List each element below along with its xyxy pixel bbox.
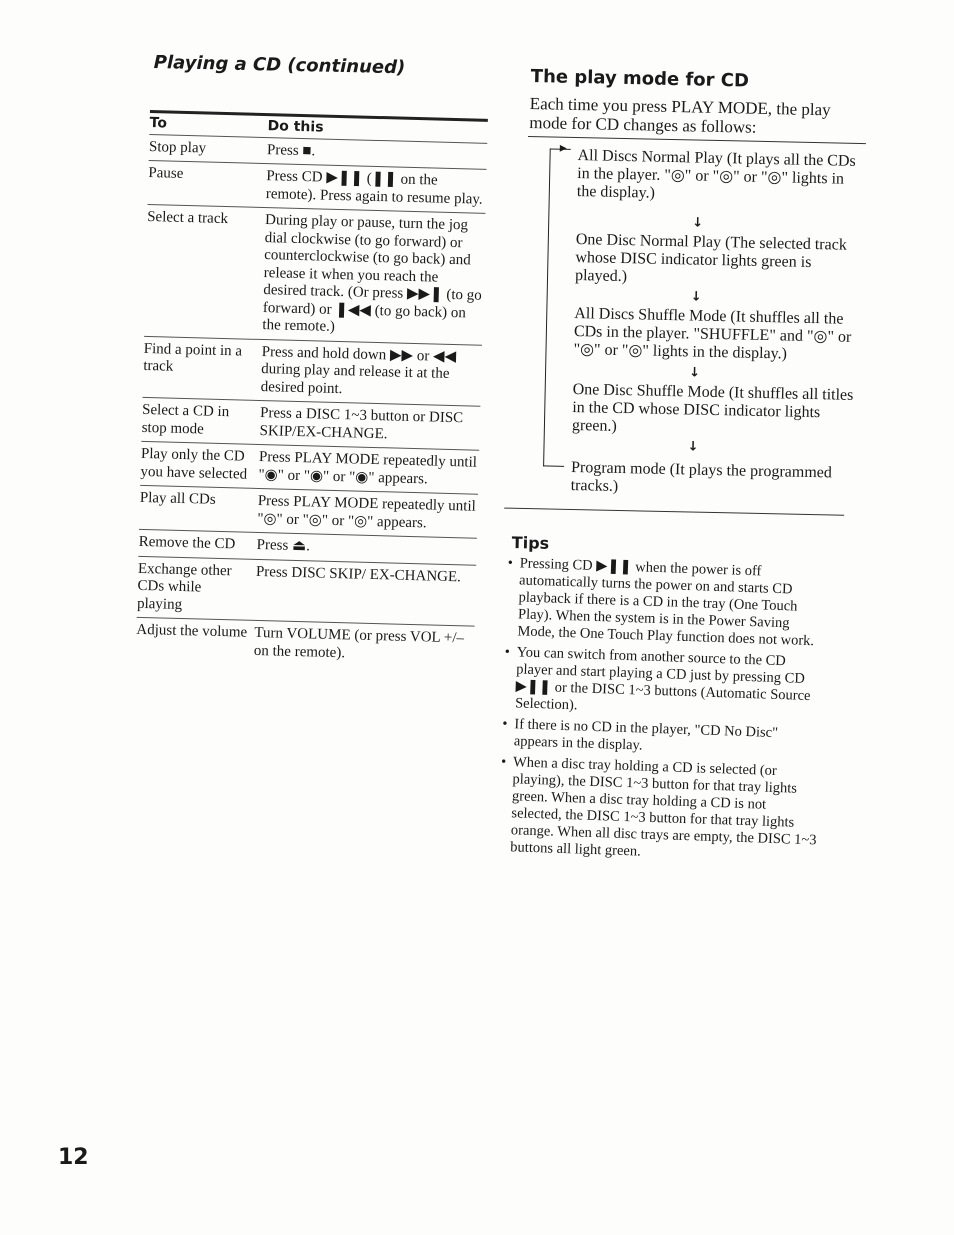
down-arrow-icon: ↓ xyxy=(692,215,704,231)
row-action: Play all CDs xyxy=(139,489,216,508)
mode-all-discs-normal: All Discs Normal Play (It plays all the CDs in the player. "◎" or "◎" or "◎" lights in the display.) xyxy=(576,147,856,202)
left-section-heading: Playing a CD (continued) xyxy=(153,52,406,79)
mode-all-discs-shuffle: All Discs Shuffle Mode (It shuffles all the CDs in the player. "SHUFFLE" and "◎" or "◎" or "◎" lights in the display.) xyxy=(573,305,852,363)
flow-cycle-bracket xyxy=(543,148,571,466)
down-arrow-icon: ↓ xyxy=(687,439,699,455)
mode-one-disc-shuffle: One Disc Shuffle Mode (It shuffles all titles in the CD whose DISC indicator lights green.) xyxy=(571,380,854,435)
down-arrow-icon: ↓ xyxy=(688,365,701,381)
tip-item: • When a disc tray holding a CD is selected (or playing), the DISC 1~3 button for that tray lights green. When a disc tray holding a CD is not selected, the DISC 1~3 button for that tray lights orange. When all disc trays are empty, the DISC 1~3 buttons all light green. xyxy=(498,754,821,867)
play-mode-intro: Each time you press PLAY MODE, the play mode for CD changes as follows: xyxy=(529,94,831,137)
play-mode-heading: The play mode for CD xyxy=(530,66,750,92)
row-action: Find a point in a track xyxy=(143,340,243,375)
row-instruction: Press DISC SKIP/ EX-CHANGE. xyxy=(255,563,462,585)
row-action: Remove the CD xyxy=(138,533,236,553)
mode-one-disc-normal: One Disc Normal Play (The selected track whose DISC indicator lights green is played.) xyxy=(574,231,847,286)
tips-list xyxy=(498,555,828,870)
flow-bottom-rule xyxy=(504,508,844,516)
row-action: Pause xyxy=(148,164,184,182)
tip-item: • You can switch from another source to the CD player and start playing a CD just by pressing CD ▶❚❚ or the DISC 1~3 buttons (Automatic Source Selection). xyxy=(503,644,825,723)
table-row xyxy=(136,618,475,670)
row-instruction: During play or pause, turn the jog dial clockwise (to go forward) or counterclockwise (to go back) and release it when you reach the desired track. (Or press ▶▶❚ (to go forward) or ❚◀◀ (to go back) on the remote.) xyxy=(262,212,482,335)
row-action: Stop play xyxy=(148,138,207,156)
row-instruction: Press a DISC 1~3 button or DISC SKIP/EX-CHANGE. xyxy=(259,404,464,442)
tips-heading: Tips xyxy=(511,533,550,553)
table-row xyxy=(144,205,485,345)
tip-item: • Pressing CD ▶❚❚ when the power is off automatically turns the power on and starts CD playback if there is a CD in the tray (One Touch Play). When the system is in the Power Saving Mode, the One Touch Play function does not work. xyxy=(505,555,828,651)
play-mode-flow xyxy=(520,136,868,521)
header-do-this: Do this xyxy=(267,118,324,136)
table-row xyxy=(142,336,481,406)
row-action: Select a track xyxy=(146,208,229,228)
row-instruction: Press PLAY MODE repeatedly until "◉" or "◉" or "◉" appears. xyxy=(258,448,478,487)
mode-program: Program mode (It plays the programmed tracks.) xyxy=(570,458,833,495)
down-arrow-icon: ↓ xyxy=(690,289,702,305)
table-row xyxy=(137,556,476,626)
row-instruction: Press CD ▶❚❚ (❚❚ on the remote). Press again to resume play. xyxy=(265,168,483,208)
row-instruction: Press and hold down ▶▶ or ◀◀ during play and release it at the desired point. xyxy=(260,343,457,397)
cycle-arrowhead-icon: ▶ xyxy=(559,142,567,153)
row-action: Select a CD in stop mode xyxy=(141,401,230,438)
row-instruction: Press ■. xyxy=(266,141,316,159)
tip-item: • If there is no CD in the player, "CD No Disc" appears in the display. xyxy=(502,716,823,761)
row-instruction: Press PLAY MODE repeatedly until "◎" or "◎" or "◎" appears. xyxy=(257,492,476,531)
cd-operations-table xyxy=(136,110,488,670)
row-action: Play only the CD you have selected xyxy=(140,445,248,483)
row-instruction: Press ⏏. xyxy=(256,536,311,555)
header-to: To xyxy=(149,114,168,132)
row-action: Exchange other CDs while playing xyxy=(136,560,232,613)
row-instruction: Turn VOLUME (or press VOL +/– on the remote). xyxy=(253,624,465,661)
page-number: 12 xyxy=(58,1145,89,1170)
row-action: Adjust the volume xyxy=(136,621,248,641)
